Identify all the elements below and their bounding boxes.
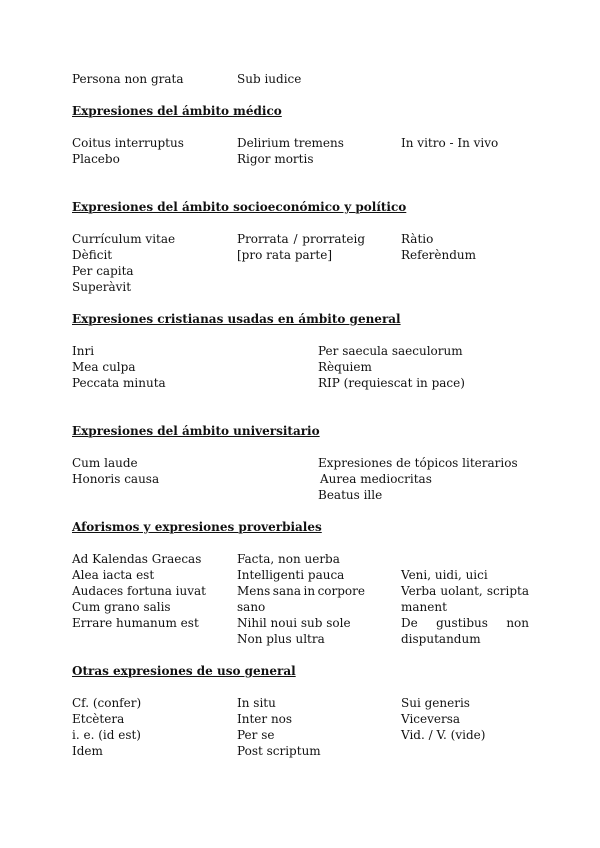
socio-word: Prorrata: [237, 232, 289, 246]
otras-term: i. e. (id est): [72, 728, 141, 742]
universitario-term: Honoris causa: [72, 472, 160, 486]
medico-term: Placebo: [72, 152, 120, 166]
otras-term: Post scriptum: [237, 744, 321, 758]
aforismo-term: Errare humanum est: [72, 616, 199, 630]
socio-term: [pro rata parte]: [237, 248, 332, 262]
socio-term: Per capita: [72, 264, 134, 278]
otras-term: Viceversa: [401, 712, 461, 726]
aforismo-term: manent: [401, 600, 447, 614]
heading-otras: Otras expresiones de uso general: [72, 664, 296, 678]
cristianas-term: Per saecula saeculorum: [318, 344, 463, 358]
cristianas-term: Mea culpa: [72, 360, 136, 374]
aforismo-word: uolant,: [440, 584, 483, 598]
socio-term: Referèndum: [401, 248, 477, 262]
aforismo-word: Mens: [237, 584, 271, 598]
aforismo-word: corpore: [317, 584, 365, 598]
heading-cristianas: Expresiones cristianas usadas en ámbito general: [72, 312, 401, 326]
aforismo-word: Verba: [401, 584, 437, 598]
socio-word: prorrateig: [302, 232, 365, 246]
socio-term-prorrata: [237, 231, 365, 247]
aforismo-term-mens: [237, 583, 365, 599]
otras-term: Vid. / V. (vide): [401, 728, 486, 742]
medico-term: Rigor mortis: [237, 152, 314, 166]
aforismo-term: Audaces fortuna iuvat: [72, 584, 206, 598]
medico-term: In vitro - In vivo: [401, 136, 499, 150]
aforismo-term-verba: [401, 583, 529, 599]
socio-term: Dèficit: [72, 248, 113, 262]
cristianas-term: Peccata minuta: [72, 376, 166, 390]
medico-term: Coitus interruptus: [72, 136, 184, 150]
universitario-term: Expresiones de tópicos literarios: [318, 456, 518, 470]
top-term-1: Persona non grata: [72, 72, 184, 86]
universitario-term: Beatus ille: [318, 488, 383, 502]
otras-term: In situ: [237, 696, 276, 710]
universitario-term: Aurea mediocritas: [320, 472, 432, 486]
heading-socio: Expresiones del ámbito socioeconómico y político: [72, 200, 407, 214]
medico-term: Delirium tremens: [237, 136, 344, 150]
aforismo-word: De: [401, 616, 418, 630]
aforismo-term: Cum grano salis: [72, 600, 171, 614]
heading-medico: Expresiones del ámbito médico: [72, 104, 282, 118]
universitario-term: Cum laude: [72, 456, 138, 470]
socio-term: Ràtio: [401, 232, 434, 246]
otras-term: Idem: [72, 744, 103, 758]
cristianas-term: RIP (requiescat in pace): [318, 376, 465, 390]
aforismo-term: disputandum: [401, 632, 481, 646]
aforismo-word: gustibus: [436, 616, 488, 630]
otras-term: Per se: [237, 728, 275, 742]
aforismo-term: Intelligenti pauca: [237, 568, 345, 582]
aforismo-term: Alea iacta est: [72, 568, 155, 582]
aforismo-word: non: [506, 616, 529, 630]
otras-term: Cf. (confer): [72, 696, 142, 710]
aforismo-term: Non plus ultra: [237, 632, 325, 646]
cristianas-term: Rèquiem: [318, 360, 372, 374]
top-term-2: Sub iudice: [237, 72, 302, 86]
otras-term: Inter nos: [237, 712, 293, 726]
aforismo-term: sano: [237, 600, 266, 614]
socio-term: Superàvit: [72, 280, 132, 294]
heading-aforismos: Aforismos y expresiones proverbiales: [72, 520, 322, 534]
aforismo-term: Nihil noui sub sole: [237, 616, 351, 630]
aforismo-term: Veni, uidi, uici: [401, 568, 488, 582]
aforismo-term: Facta, non uerba: [237, 552, 340, 566]
socio-term: Currículum vitae: [72, 232, 176, 246]
aforismo-term-de-gustibus: [401, 615, 529, 631]
socio-word: /: [293, 232, 298, 246]
heading-universitario: Expresiones del ámbito universitario: [72, 424, 320, 438]
aforismo-word: sana: [272, 584, 301, 598]
otras-term: Sui generis: [401, 696, 470, 710]
aforismo-word: scripta: [486, 584, 529, 598]
cristianas-term: Inri: [72, 344, 95, 358]
otras-term: Etcètera: [72, 712, 125, 726]
aforismo-term: Ad Kalendas Graecas: [72, 552, 202, 566]
aforismo-word: in: [303, 584, 316, 598]
